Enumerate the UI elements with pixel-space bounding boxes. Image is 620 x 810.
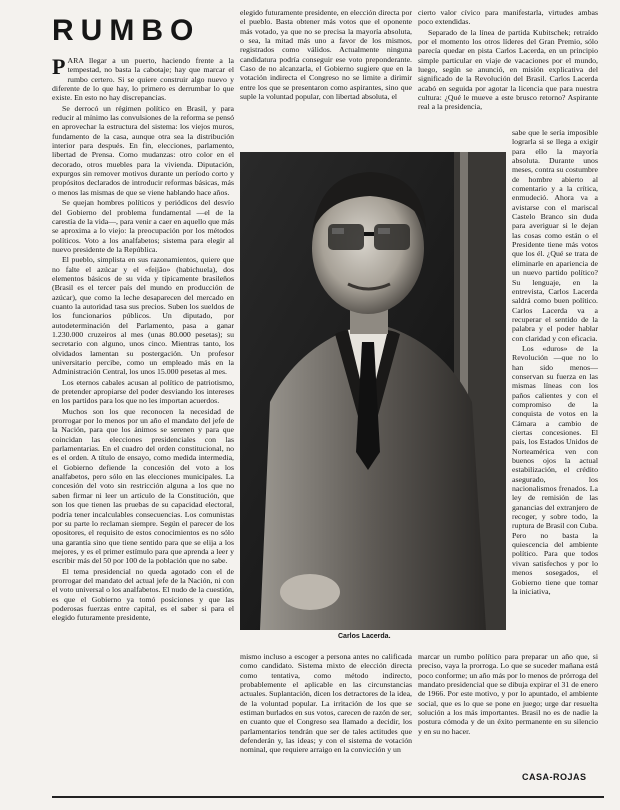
article-column-3-mid [512,128,598,648]
article-column-3-bottom [418,652,598,770]
article-column-1 [52,56,234,788]
paragraph: marcar un rumbo político para preparar un año que, si preciso, vaya la prorroga. Lo que se suceder mañana está poco conforme; un año más por lo menos de prórroga del mandato presidencial que se dibuja expirar el 31 de enero de 1966. Por este motivo, y por lo apuntado, el ambiente social, que es lo que se pone en juego; urge dar resuelta solución a los más importantes. Brasil no es de nadie la postura cómoda y de un éxito permanente en su silencio y en su no hacer. [418,652,598,736]
drop-cap: P [52,56,66,79]
article-column-2-bottom [240,652,412,788]
paragraph: Los eternos cabales acusan al político de patriotismo, de pretender apropiarse del poder desviando los intereses en los partidos para los que no les importan acuerdos. [52,377,234,406]
paragraph: El tema presidencial no queda agotado con el de prorrogar del mandato del actual jefe de la Nación, ni con el voto universal o los analfabetos. El nudo de la cuestión, es que el Gobierno ya tomó posiciones y que las poderosas fuerzas entre capital, es el saber si para el elegido futuramente presidente, [52,566,234,623]
paragraph: cierto valor cívico para manifestarla, virtudes ambas poco extendidas. [418,8,598,27]
article-column-3-top [418,8,598,130]
paragraph: El pueblo, simplista en sus razonamientos, quiere que no falte el azúcar y el «feijão» (habichuela), dos elementos básicos de su vida y típicamente brasileños (Brasil es el tercer país del mundo en producción de azúcar), que como la leche desaparecen del mercado en cuanto la autoridad tasa sus precios. Suben los sueldos de los funcionarios públicos. Un diputado, por autodeterminación del Parlamento, pasa a ganar 1.230.000 cruzeiros al mes (unas 80.000 pesetas); su secretario con alguno, unos cinco. Mientras tanto, los olvidados lamentan su postergación. Un profesor universitario percibe, como un empleado más en la Administración Central, los unos 15.000 pesetas al mes. [52,255,234,377]
paragraph: mismo incluso a escoger a persona antes no calificada como candidato. Sistema mixto de elección directa como tentativa, como método indirecto, probablemente el aplicable en las circunstancias actuales. Suplantación, dicen los detractores de la idea, de la voluntad popular. La irritación de los que se estiman burlados en sus votos, carecen de razón de ser, en cuanto que el Congreso sea llamado a decidir, los parlamentarios tendrán que ser de tales actitudes que defenderán y, las ideas; y con el sistema de votación nominal, que requiere arraigo en la convicción y un [240,652,412,755]
portrait-photo [240,152,506,630]
portrait-photo-image [240,152,506,630]
author-signature: CASA-ROJAS [522,772,587,782]
paragraph: sabe que le sería imposible lograrla si se llega a exigir para ello la mayoría absoluta. Durante unos meses, contra su costumbre de hombre abierto al comentario y a la crítica, enmudeció. Ahora va a avistarse con el mariscal Castelo Branco sin duda para averiguar si le dejan las cosas como están o el Presidente tiene más votos que los él. ¿Qué se trata de eliminarle en apariencia de un nuevo partido político? Su lenguaje, en la entrevista, Carlos Lacerda saldrá como buen político. Carlos Lacerda va a recuperar el sentido de la palabra y el poder hablar con claridad y con eficacia. [512,128,598,343]
paragraph: Se derrocó un régimen político en Brasil, y para reducir al mínimo las convulsiones de la reforma se pensó en aprovechar la estructura del sistema: los viejos muros, fundamento de la casa, aunque otra sea la distribución interior para después. En fin, elecciones, parlamento, libertad de Prensa. Como mudanzas: otro color en el decorado, otros muebles para la vivienda. Diputación, expurgos sin remover motivos durante un período corto y propósitos declarados de introducir reformas básicas, más o menos las mismas de que se viene hablando hace años. [52,103,234,197]
paragraph: ARA llegar a un puerto, haciendo frente a la tempestad, no basta la cabotaje; hay que marcar el rumbo certero. Si se quiere construir algo nuevo y diferente de lo que hay, lo primero es derrumbar lo que existe. En esto no hay discrepancias. [52,56,234,103]
page-bottom-rule [52,796,604,798]
paragraph: Muchos son los que reconocen la necesidad de prorrogar por lo menos por un año el mandato del jefe de la Nación, para que los ánimos se serenen y para que coincidan las elecciones presidenciales con las parlamentarias. En el cuadro del orden constitucional, no es el orden. A título de ensayo, como medida intermedia, el Gobierno defiende la concesión del voto a los analfabetos, pero sólo en las elecciones municipales. La concesión del voto sin restricción alguna a los que no saben firmar ni leer un artículo de la Constitución, que son los que tienen las pruebas de su capacidad electoral, podría tener incalculables consecuencias. Los comunistas por su parte lo reclaman siempre. Según el parecer de los opositores, el requisito de estos conocimientos es no sólo una garantía sino que tiene sentido para que se elija a los mejores, y es el primer estímulo para que aprenda a leer y escribir más del 50 por 100 de la población que no sabe. [52,406,234,566]
paragraph: Se quejan hombres políticos y periódicos del desvío del Gobierno del problema fundamental —el de la carestía de la vida—, para venir a caer en aquello que más se aproxima a lo viejo: la preocupación por los métodos políticos. Voto a los analfabetos; sistema para elegir al nuevo presidente de la República. [52,198,234,254]
paragraph: elegido futuramente presidente, en elección directa por el pueblo. Basta obtener más votos que el oponente más votado, ya que no se precisa la mayoría absoluta, o sea, la mitad más uno a favor de los mismos, registrados como válidos. Actualmente ninguna candidatura podría conseguir ese voto preponderante. Caso de no alcanzarla, el Gobierno sugiere que en la votación indirecta el Congreso no se limite a dirimir entre los que se presentaron como aspirantes, sino que suple la voluntad popular, con libertad absoluta, el [240,8,412,102]
paragraph: Separado de la línea de partida Kubitschek; retraído por el momento los otros líderes del Gran Premio, sólo parecía quedar en pista Carlos Lacerda, en un principio simple particular en viaje de vacaciones por el mundo, luego, según se anunció, en misión explicativa del significado de la Revolución del Brasil. Carlos Lacerda acabó en seguida por agotar la licencia que para nuestra cultura: ¿Qué le mueve a este brusco retorno? Aspirante real a la presidencia, [418,27,598,112]
paragraph: Los «duros» de la Revolución —que no lo han sido menos— conservan su fuerza en las mismas líneas con los paños calientes y con el compromiso de la conquista de votos en la Cámara a cambio de ciertas concesiones. El país, los Estados Unidos de Norteamérica ven con buenos ojos la actual estabilización, el crédito asegurado, los nacionalismos frenados. La ley de remisión de las ganancias del extranjero de recoger, y sobre todo, la ruptura de Brasil con Cuba. Pero no basta la quiescencia del ambiente político. Para que todos vivan satisfechos y por lo menos sosegados, el Gobierno tiene que tomar la iniciativa, [512,343,598,596]
photo-caption: Carlos Lacerda. [338,633,391,640]
article-title: RUMBO [52,14,201,47]
article-column-2-top [240,8,412,151]
